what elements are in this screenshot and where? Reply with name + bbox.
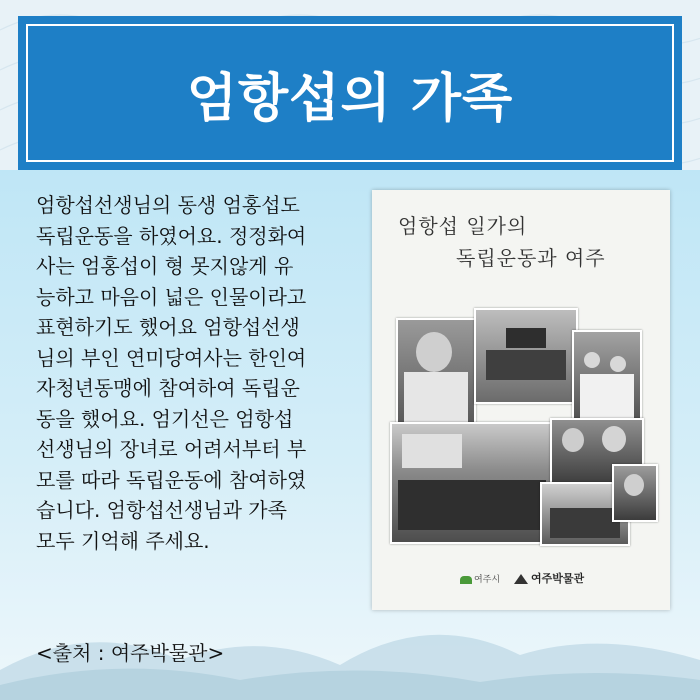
- yeoju-city-logo: 여주시: [460, 572, 500, 585]
- body-line: 엄항섭선생님의 동생 엄홍섭도: [36, 193, 300, 217]
- publisher-logos: [372, 568, 670, 592]
- source-citation: <출처 : 여주박물관>: [36, 641, 225, 665]
- body-line: 님의 부인 연미당여사는 한인여: [36, 345, 307, 370]
- body-line: 모를 따라 독립운동에 참여하였: [36, 467, 307, 492]
- body-line: 사는 엄홍섭이 형 못지않게 유: [36, 254, 294, 278]
- title-banner: [18, 16, 682, 170]
- body-line: 모두 기억해 주세요.: [36, 528, 210, 553]
- book-cover-image: [372, 190, 670, 610]
- book-title-line-1: 엄항섭 일가의: [398, 214, 528, 238]
- yeoju-museum-logo: 여주박물관: [514, 570, 584, 586]
- body-line: 자청년동맹에 참여하여 독립운: [36, 376, 300, 400]
- body-line: 선생님의 장녀로 어려서부터 부: [36, 437, 307, 461]
- body-line: 습니다. 엄항섭선생님과 가족: [36, 498, 287, 522]
- body-line: 표현하기도 했어요 엄항섭선생: [36, 315, 300, 339]
- body-text: [36, 190, 354, 556]
- body-line: 능하고 마음이 넓은 인물이라고: [36, 284, 307, 309]
- body-line: 독립운동을 하였어요. 정정화여: [36, 223, 307, 248]
- family-photo: [572, 330, 642, 424]
- body-line: 동을 했어요. 엄기선은 엄항섭: [36, 406, 294, 431]
- museum-icon: [514, 574, 528, 584]
- building-group-photo: [390, 422, 554, 544]
- portrait-photo: [396, 318, 476, 424]
- page-title: 엄항섭의 가족: [186, 69, 514, 129]
- group-photo: [474, 308, 578, 404]
- yeoju-city-icon: [460, 576, 472, 584]
- portrait-photo-small: [612, 464, 658, 522]
- book-title-line-2: 독립운동과 여주: [456, 246, 606, 270]
